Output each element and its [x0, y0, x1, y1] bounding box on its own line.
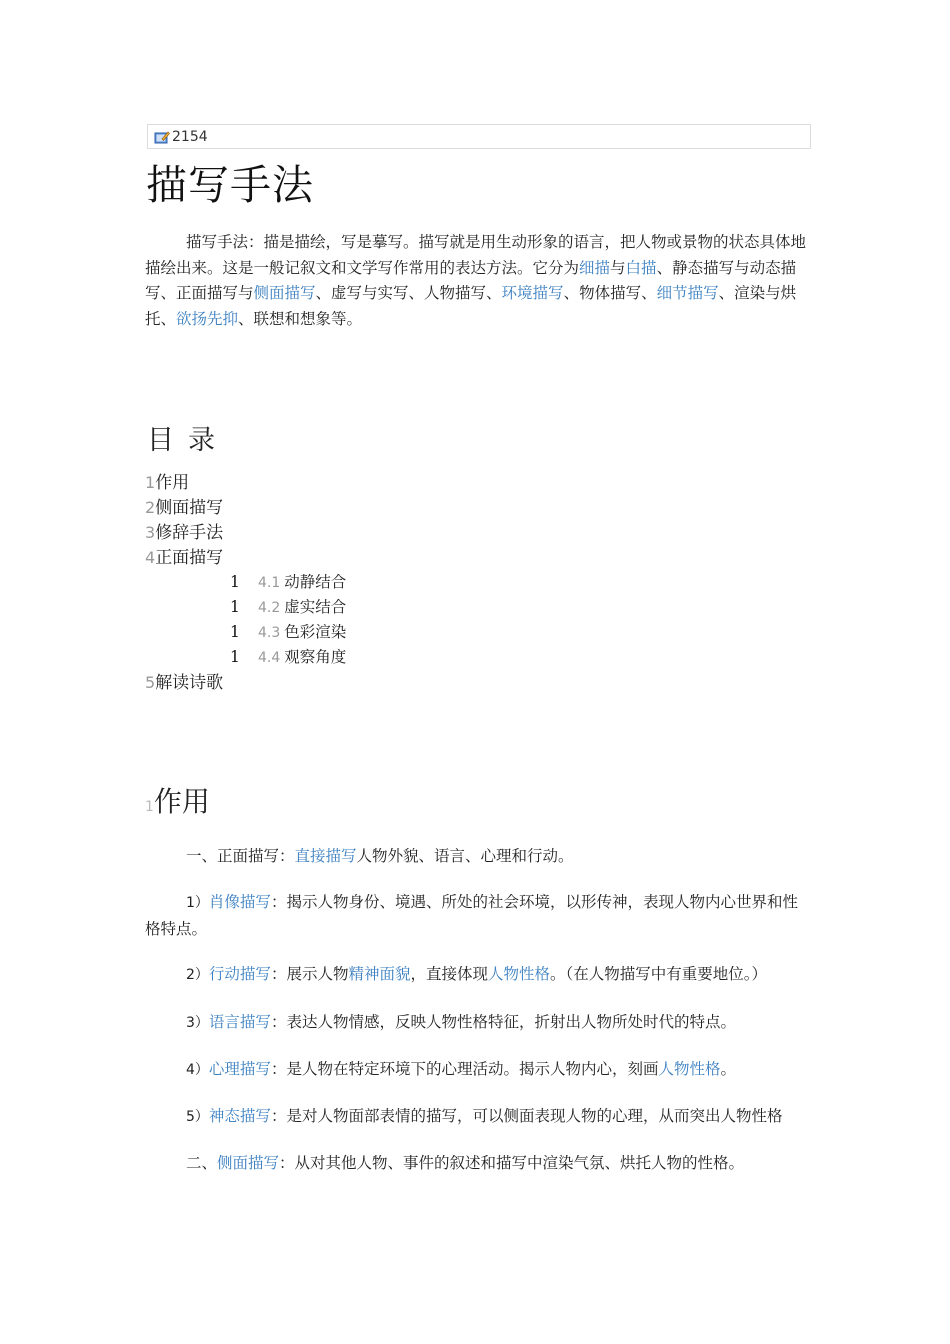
link-ren-wu-xing-ge-2[interactable]: 人物性格: [658, 1060, 721, 1078]
section-paragraph: 一、正面描写：直接描写人物外貌、语言、心理和行动。: [186, 847, 574, 865]
toc-subitem[interactable]: 1 4.2 虚实结合: [230, 598, 347, 616]
section-paragraph: 2）行动描写：展示人物精神面貌，直接体现人物性格。（在人物描写中有重要地位。）: [186, 965, 768, 983]
view-count: 2154: [172, 128, 208, 145]
section-paragraph: 二、侧面描写：从对其他人物、事件的叙述和描写中渲染气氛、烘托人物的性格。: [186, 1154, 745, 1172]
toc-title: 目录: [147, 425, 229, 456]
edit-bar: [147, 124, 811, 149]
section-paragraph: 5）神态描写：是对人物面部表情的描写，可以侧面表现人物的心理，从而突出人物性格: [186, 1107, 783, 1125]
toc-item[interactable]: 5解读诗歌: [145, 673, 224, 693]
link-yu-yang-xian-yi[interactable]: 欲扬先抑: [176, 309, 239, 328]
link-ce-mian-miao-xie-2[interactable]: 侧面描写: [217, 1154, 280, 1172]
link-xi-miao[interactable]: 细描: [579, 258, 611, 277]
toc-subitem[interactable]: 1 4.4 观察角度: [230, 648, 347, 666]
toc-subitem[interactable]: 1 4.1 动静结合: [230, 573, 347, 591]
intro-paragraph: 描写手法：描是描绘，写是摹写。描写就是用生动形象的语言，把人物或景物的状态具体地描绘出来。这是一般记叙文和文学写作常用的表达方法。它分为细描与白描、静态描写与动态描写、正面描写与侧面描写、虚写与实写、人物描写、环境描写、物体描写、细节描写、渲染与烘托、欲扬先抑、联想和想象等。: [145, 233, 807, 328]
link-xing-dong-miao-xie[interactable]: 行动描写: [208, 965, 271, 983]
link-yu-yan-miao-xie[interactable]: 语言描写: [208, 1013, 271, 1031]
link-xiao-xiang-miao-xie[interactable]: 肖像描写: [208, 893, 271, 911]
link-bai-miao[interactable]: 白描: [625, 258, 657, 277]
section-paragraph: 1）肖像描写：揭示人物身份、境遇、所处的社会环境，以形传神，表现人物内心世界和性格特点。: [145, 893, 798, 938]
link-ce-mian-miao-xie[interactable]: 侧面描写: [253, 284, 316, 302]
toc-item[interactable]: 3修辞手法: [145, 523, 224, 543]
toc-subitem[interactable]: 1 4.3 色彩渲染: [230, 623, 347, 641]
table-of-contents: [145, 470, 346, 695]
edit-icon[interactable]: [154, 130, 170, 144]
link-zhi-jie-miao-xie[interactable]: 直接描写: [294, 847, 357, 865]
link-jing-shen-mian-mao[interactable]: 精神面貌: [348, 965, 411, 983]
link-huan-jing-miao-xie[interactable]: 环境描写: [501, 284, 564, 302]
toc-item[interactable]: 2侧面描写: [145, 498, 224, 518]
toc-item[interactable]: 1作用: [145, 473, 190, 493]
section-paragraph: 4）心理描写：是人物在特定环境下的心理活动。揭示人物内心，刻画人物性格。: [186, 1060, 736, 1078]
toc-item[interactable]: 4正面描写: [145, 548, 224, 568]
link-shen-tai-miao-xie[interactable]: 神态描写: [208, 1107, 271, 1125]
section-heading: 1作用: [145, 785, 210, 818]
link-xi-jie-miao-xie[interactable]: 细节描写: [656, 284, 719, 302]
link-ren-wu-xing-ge[interactable]: 人物性格: [487, 965, 550, 983]
link-xin-li-miao-xie[interactable]: 心理描写: [208, 1060, 271, 1078]
section-paragraph: 3）语言描写：表达人物情感，反映人物性格特征，折射出人物所处时代的特点。: [186, 1013, 736, 1031]
page-title: 描写手法: [146, 161, 314, 209]
